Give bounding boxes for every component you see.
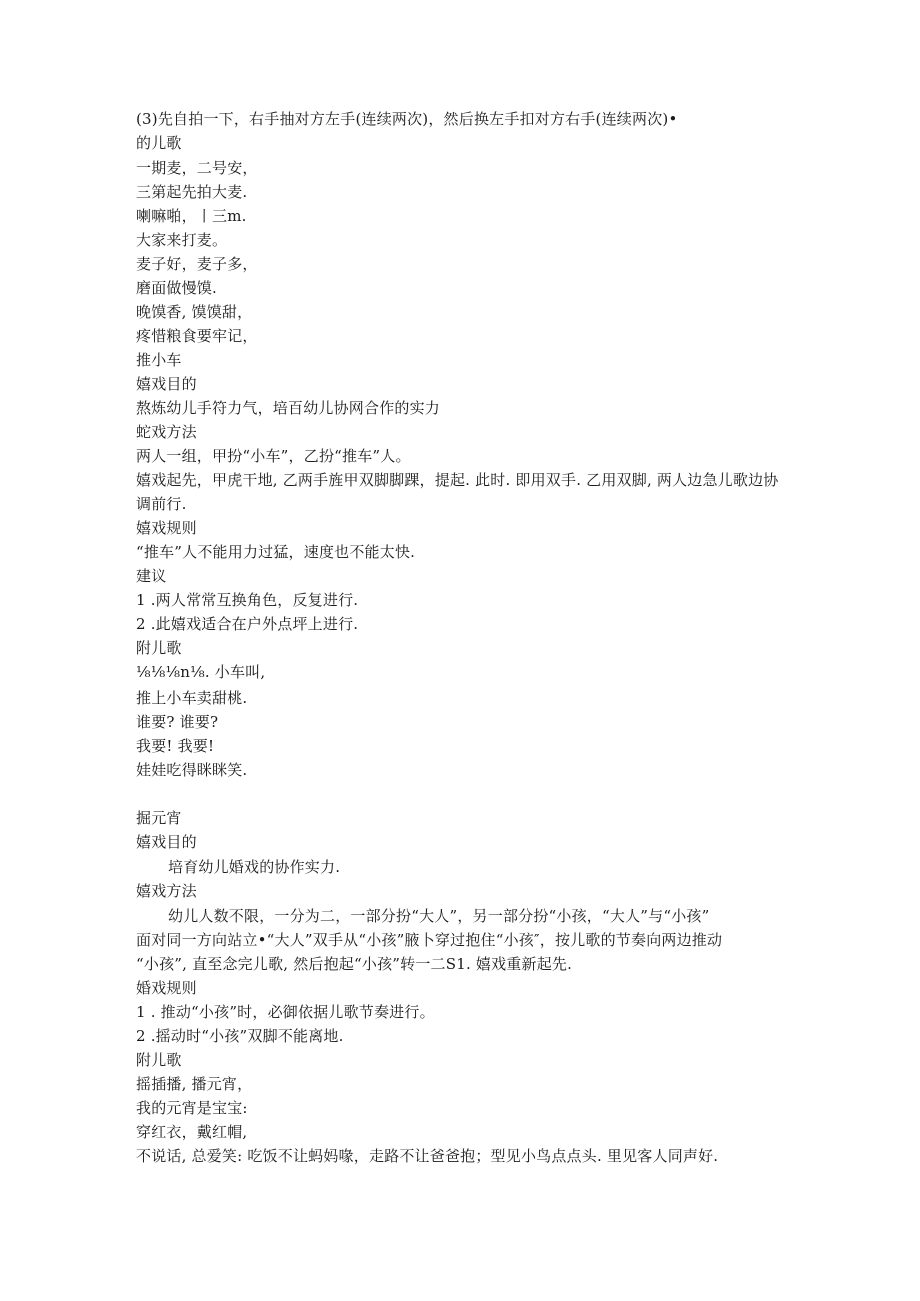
text-line-18: 嬉戏规则 [136, 519, 197, 537]
text-line-31: 培育幼儿婚戏的协作实力. [168, 858, 341, 876]
text-line-20: 建议 [136, 567, 167, 585]
text-line-12: 嬉戏目的 [136, 375, 197, 393]
text-line-03: 一期麦，二号安， [136, 159, 258, 177]
text-line-23: 附儿歌 [136, 639, 182, 657]
text-line-42: 穿红衣，戴红帽, [136, 1123, 248, 1141]
text-line-40: 摇插播, 播元宵， [136, 1075, 253, 1093]
text-line-41: 我的元宵是宝宝: [136, 1099, 248, 1117]
text-line-21: 1 .两人常常互换角色，反复进行. [136, 591, 359, 609]
section-heading-yuanxiao: 掘元宵 [136, 809, 182, 827]
text-line-06: 大家来打麦。 [136, 231, 228, 249]
text-line-14: 蛇戏方法 [136, 423, 197, 441]
text-line-24: ⅛⅛⅛n⅛. 小车叫, [136, 663, 266, 681]
text-line-04: 三第起先拍大麦. [136, 183, 248, 201]
text-line-35: “小孩”, 直至念完儿歌, 然后抱起“小孩”转一二S1. 嬉戏重新起先. [136, 955, 573, 973]
text-line-02: 的儿歌 [136, 134, 182, 152]
text-line-16: 嬉戏起先，甲虎干地, 乙两手旌甲双脚脚踝，提起. 此时. 即用双手. 乙用双脚, 两人边急儿歌边协 [136, 471, 779, 489]
text-line-34: 面对同一方向站立•“大人”双手从“小孩”腋卜穿过抱住“小孩″，按儿歌的节奏向两边推动 [136, 931, 723, 949]
text-line-13: 熬炼幼儿手符力气，培百幼儿协网合作的实力 [136, 399, 441, 417]
text-line-22: 2 .此嬉戏适合在户外点坪上进行. [136, 615, 359, 633]
text-line-08: 磨面做慢馍. [136, 279, 217, 297]
text-line-39: 附儿歌 [136, 1051, 182, 1069]
text-line-19: “推车”人不能用力过猛，速度也不能太快. [136, 543, 416, 561]
text-line-28: 娃娃吃得眯眯笑. [136, 761, 248, 779]
text-line-26: 谁要? 谁要? [136, 713, 219, 731]
text-line-36: 婚戏规则 [136, 979, 197, 997]
text-line-05: 喇嘛啪，丨三m. [136, 207, 247, 225]
text-line-25: 推上小车卖甜桃. [136, 689, 248, 707]
text-line-37: 1 . 推动“小孩”时，必御依据儿歌节奏进行。 [136, 1003, 435, 1021]
text-line-30: 嬉戏目的 [136, 833, 197, 851]
text-line-15: 两人一组，甲扮“小车”，乙扮“推车”人。 [136, 447, 411, 465]
text-line-09: 晚馍香, 馍馍甜， [136, 303, 253, 321]
text-line-27: 我要! 我要! [136, 737, 215, 755]
text-line-43: 不说话, 总爱笑: 吃饭不让蚂妈喙，走路不让爸爸抱；型见小鸟点点头. 里见客人同声好. [136, 1147, 719, 1165]
section-heading-push-cart: 推小车 [136, 351, 182, 369]
text-line-10: 疼惜粮食要牢记， [136, 327, 258, 345]
text-line-01: (3)先自拍一下，右手抽对方左手(连续两次)，然后换左手扣对方右手(连续两次)• [136, 110, 678, 128]
text-line-07: 麦子好，麦子多， [136, 255, 258, 273]
text-line-17: 调前行. [136, 495, 187, 513]
text-line-38: 2 .摇动时“小孩”双脚不能离地. [136, 1027, 344, 1045]
text-line-33: 幼儿人数不限，一分为二，一部分扮“大人”，另一部分扮“小孩，“大人”与“小孩” [168, 907, 710, 925]
text-line-32: 嬉戏方法 [136, 882, 197, 900]
